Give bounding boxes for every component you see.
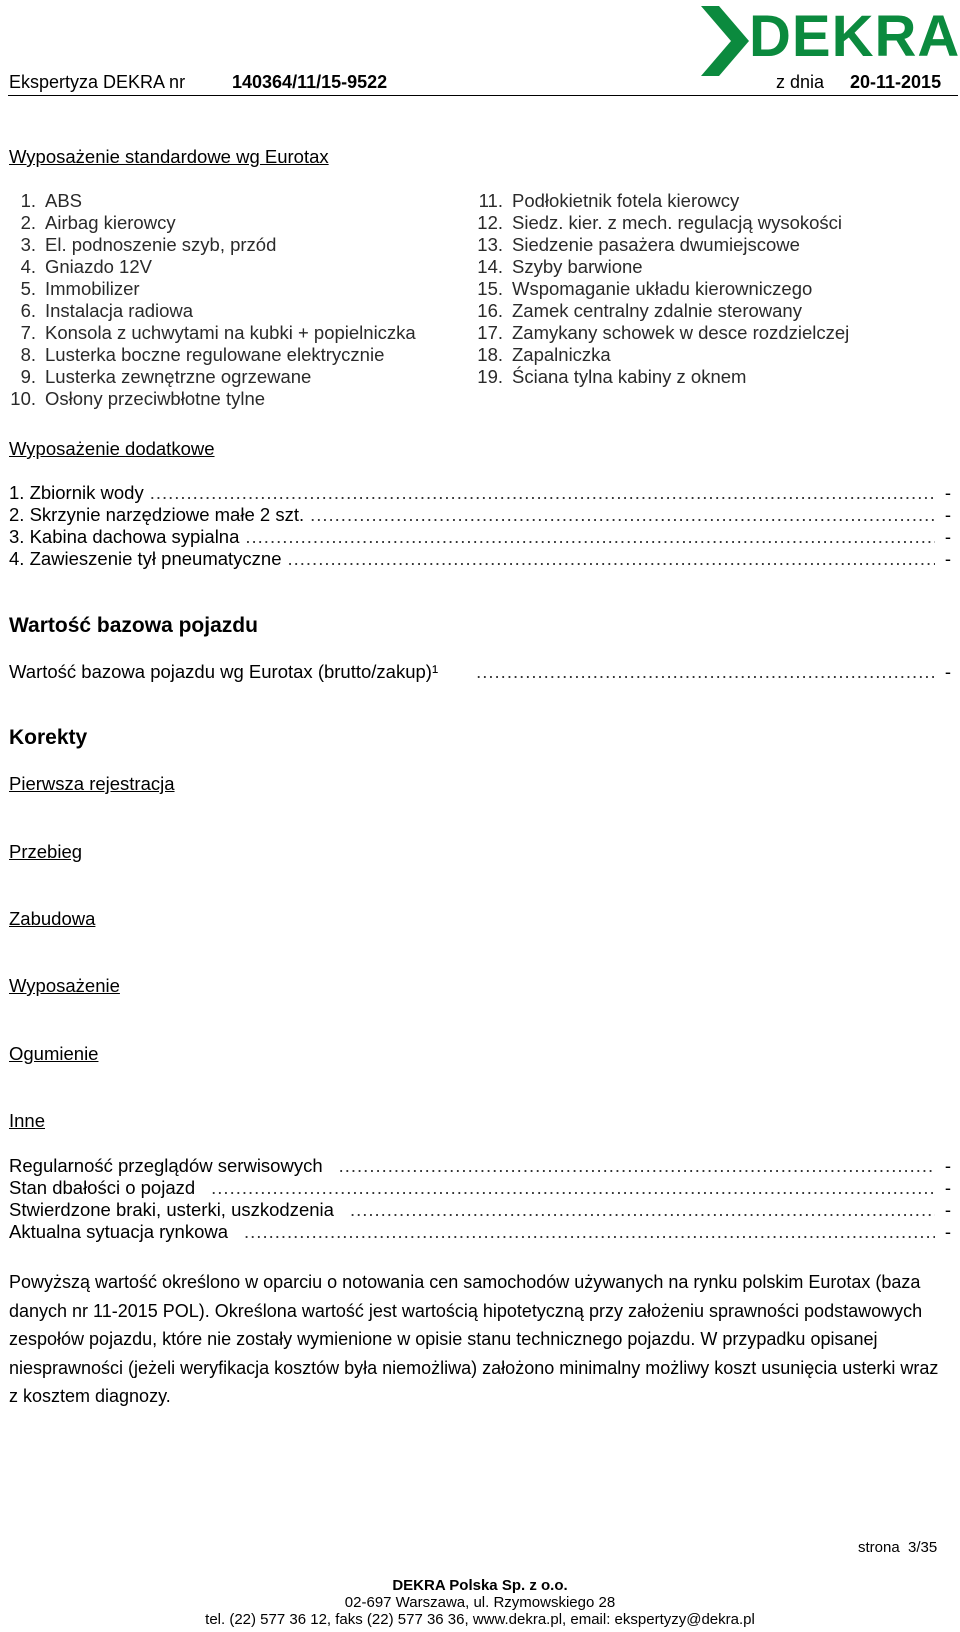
list-item: 13. Siedzenie pasażera dwumiejscowe [477,234,800,255]
valuation-note: Powyższą wartość określono w oparciu o notowania cen samochodów używanych na rynku polskim Eurotax (baza danych nr 11-2015 POL). Określona wartość jest wartością hipotetyczną przy założeniu sprawności podstawowych zespołów pojazdu, które nie zostały wymienione w opisie stanu technicznego pojazdu. W przypadku opisanej niesprawności (jeżeli weryfikacja kosztów była niemożliwa) założono minimalny możliwy koszt usunięcia usterki wraz z kosztem diagnozy. [9,1272,939,1406]
corrections-tyres: Ogumienie [9,1043,99,1064]
brand-wordmark: DEKRA [749,4,960,69]
list-item: 5. Immobilizer [20,278,140,299]
base-value-title: Wartość bazowa pojazdu [9,614,258,637]
additional-equipment-title: Wyposażenie dodatkowe [9,438,215,459]
corrections-title: Korekty [9,726,88,749]
list-item: 8. Lusterka boczne regulowane elektrycznie [20,344,385,365]
additional-equipment-row: 4. Zawieszenie tył pneumatyczne ..... - [9,548,951,570]
corrections-equipment: Wyposażenie [9,975,120,996]
list-item: 1. ABS [20,190,83,211]
other-correction-row: Regularność przeglądów serwisowych ..... - [9,1155,951,1177]
date-label: z dnia [776,72,825,92]
list-item: 3. El. podnoszenie szyb, przód [20,234,277,255]
footer [0,1577,960,1628]
corrections-body: Zabudowa [9,908,96,929]
footer-company: DEKRA Polska Sp. z o.o. [392,1577,568,1594]
corrections-mileage: Przebieg [9,841,83,862]
additional-equipment-row: 1. Zbiornik wody ..... - [9,482,951,504]
date-value: 20-11-2015 [850,72,942,92]
list-item: 7. Konsola z uchwytami na kubki + popielniczka [20,322,416,343]
list-item: 10. Osłony przeciwbłotne tylne [10,388,266,409]
list-item: 4. Gniazdo 12V [20,256,152,277]
expertise-number: 140364/11/15-9522 [232,72,388,92]
additional-equipment-row: 2. Skrzynie narzędziowe małe 2 szt. ..... - [9,504,951,526]
footer-contact: tel. (22) 577 36 12, faks (22) 577 36 36, www.dekra.pl, email: ekspertyzy@dekra.pl [205,1611,755,1628]
page-number [858,1539,937,1556]
additional-equipment-row: 3. Kabina dachowa sypialna ..... - [9,526,951,548]
base-value-row: Wartość bazowa pojazdu wg Eurotax (brutto/zakup)¹ ..... - [9,661,951,683]
footer-address: 02-697 Warszawa, ul. Rzymowskiego 28 [344,1594,616,1611]
corrections-other: Inne [9,1110,46,1131]
other-correction-row: Aktualna sytuacja rynkowa ..... - [9,1221,951,1243]
list-item: 15. Wspomaganie układu kierowniczego [477,278,813,299]
page-value: 3/35 [908,1539,938,1556]
list-item: 14. Szyby barwione [477,256,643,277]
dekra-arrow-icon [697,4,753,78]
list-item: 2. Airbag kierowcy [20,212,176,233]
corrections-first-registration: Pierwsza rejestracja [9,773,175,794]
standard-equipment-list-left [8,190,416,410]
page-label: strona [858,1539,900,1556]
list-item: 17. Zamykany schowek w desce rozdzielczej [477,322,850,343]
header-rule [8,95,958,96]
standard-equipment-title: Wyposażenie standardowe wg Eurotax [9,146,329,167]
list-item: 19. Ściana tylna kabiny z oknem [477,366,747,387]
expertise-label: Ekspertyza DEKRA nr [9,72,186,92]
other-correction-row: Stwierdzone braki, usterki, uszkodzenia ..... - [9,1199,951,1221]
list-item: 18. Zapalniczka [477,344,611,365]
list-item: 6. Instalacja radiowa [20,300,194,321]
list-item: 9. Lusterka zewnętrzne ogrzewane [20,366,312,387]
other-correction-row: Stan dbałości o pojazd ..... - [9,1177,951,1199]
list-item: 11. Podłokietnik fotela kierowcy [478,190,740,211]
standard-equipment-list-right [470,190,849,388]
list-item: 16. Zamek centralny zdalnie sterowany [477,300,802,321]
list-item: 12. Siedz. kier. z mech. regulacją wysokości [477,212,843,233]
